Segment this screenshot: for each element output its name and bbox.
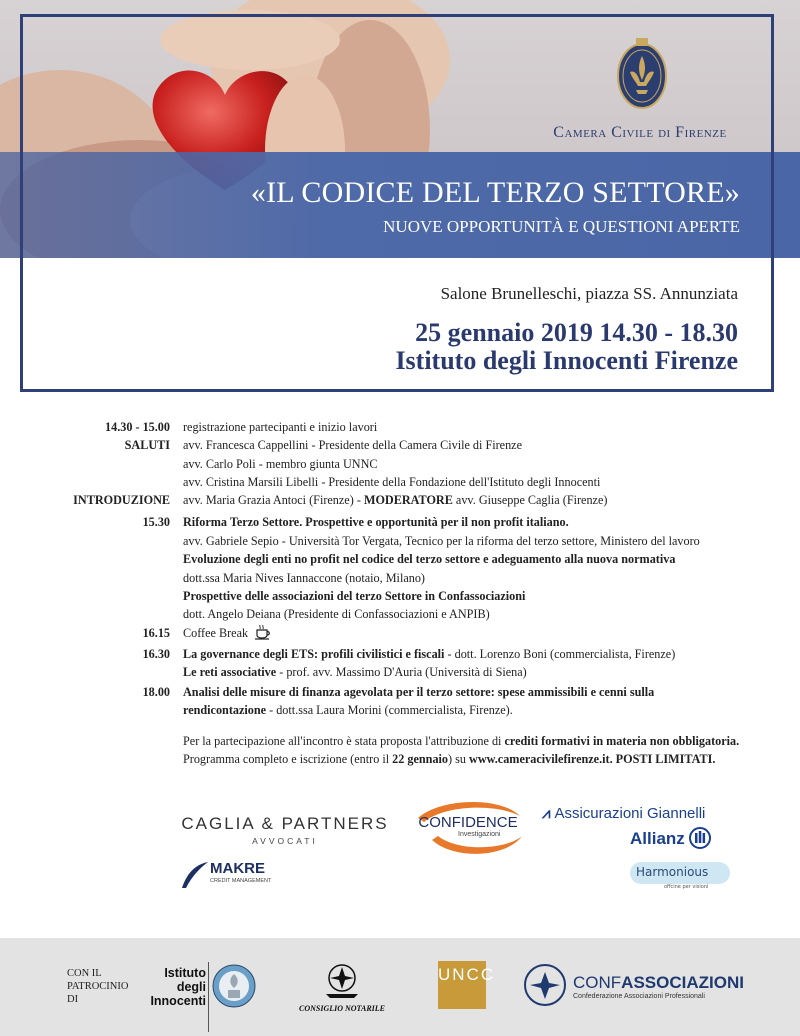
makre-sub: CREDIT MANAGEMENT — [210, 878, 272, 884]
program-text-part: avv. Giuseppe Caglia (Firenze) — [452, 493, 608, 507]
giannelli-logo — [542, 805, 732, 822]
makre-name: MAKRE — [210, 860, 265, 877]
notarile-emblem-icon — [322, 962, 362, 1000]
program-text — [183, 624, 783, 642]
program-time: 18.00 — [142, 685, 170, 699]
unnc-logo — [438, 961, 496, 1009]
note-bold: crediti formativi in materia non obbligatoria. — [504, 734, 740, 748]
allianz-logo — [630, 827, 732, 849]
footer-divider — [208, 962, 209, 1032]
patrocinio-line: CON IL — [67, 968, 102, 979]
patrocinio-line: DI — [67, 994, 79, 1005]
website-link[interactable]: www.cameracivilefirenze.it. POSTI LIMITATI. — [469, 752, 716, 766]
event-date: 25 gennaio 2019 14.30 - 18.30 — [415, 318, 738, 347]
caglia-partners-logo — [178, 814, 392, 846]
talk-speaker: - dott.ssa Laura Morini (commercialista, Firenze). — [266, 703, 513, 717]
confassociazioni-sub: Confederazione Associazioni Professionali — [573, 993, 705, 1000]
program-time: 16.30 — [142, 647, 170, 661]
innocenti-line: Istituto — [164, 966, 206, 980]
talk-title: La governance degli ETS: profili civilistici e fiscali — [183, 647, 445, 661]
note-text: ) su — [448, 752, 470, 766]
talk-speaker: - prof. avv. Massimo D'Auria (Università di Siena) — [276, 665, 527, 679]
innocenti-line: degli — [176, 980, 206, 994]
patrocinio-label — [67, 967, 128, 1006]
allianz-eagle-icon — [689, 827, 711, 849]
program-text: Riforma Terzo Settore. Prospettive e opportunità per il non profit italiano. — [183, 515, 569, 529]
allianz-name: Allianz — [630, 829, 685, 848]
program-text: Evoluzione degli enti no profit nel codice del terzo settore e adeguamento alla nuova normativa — [183, 552, 676, 566]
giannelli-mark-icon: ⩘ — [542, 805, 551, 822]
consiglio-notarile-emblem — [322, 962, 362, 1005]
talk-speaker: - dott. Lorenzo Boni (commercialista, Firenze) — [444, 647, 676, 661]
program-text-part: avv. Maria Grazia Antoci (Firenze) - — [183, 493, 364, 507]
program-time: 14.30 - 15.00 — [105, 420, 170, 434]
event-place: Istituto degli Innocenti Firenze — [395, 346, 738, 375]
harmonious-sub: offcine per visioni — [664, 884, 709, 890]
program-time: SALUTI — [124, 438, 170, 452]
program-text: avv. Francesca Cappellini - Presidente della Camera Civile di Firenze — [183, 438, 522, 452]
program-text — [183, 645, 783, 663]
program-time: 16.15 — [142, 626, 170, 640]
credits-note — [183, 732, 783, 750]
caglia-sub: AVVOCATI — [252, 836, 318, 846]
program-text — [183, 491, 783, 509]
registration-note — [183, 750, 783, 768]
org-name: Camera Civile di Firenze — [553, 124, 727, 141]
program-text: avv. Carlo Poli - membro giunta UNNC — [183, 457, 378, 471]
innocenti-medallion-icon — [212, 964, 256, 1013]
conf-main: ASSOCIAZIONI — [621, 973, 744, 992]
makre-logo — [180, 860, 280, 890]
innocenti-line: Innocenti — [150, 994, 206, 1008]
note-text: Programma completo e iscrizione (entro il — [183, 752, 393, 766]
deadline: 22 gennaio — [392, 752, 449, 766]
makre-swoosh-icon — [180, 860, 210, 890]
program-text — [183, 701, 783, 719]
program-time: INTRODUZIONE — [73, 493, 170, 507]
harmonious-name: Harmonious — [636, 865, 709, 879]
talk-title: Le reti associative — [183, 665, 277, 679]
caglia-name: CAGLIA & PARTNERS — [181, 814, 389, 833]
confidence-name: CONFIDENCE — [418, 814, 518, 831]
program-text: Analisi delle misure di finanza agevolata per il terzo settore: spese ammissibili e cenni sulla — [183, 685, 655, 699]
program-text: registrazione partecipanti e inizio lavori — [183, 420, 378, 434]
confassociazioni-mark-icon — [524, 964, 566, 1011]
notarile-name: CONSIGLIO NOTARILE — [298, 1004, 385, 1013]
venue: Salone Brunelleschi, piazza SS. Annunziata — [440, 284, 738, 303]
giannelli-name: Assicurazioni Giannelli — [554, 805, 706, 822]
confidence-sub: Investigazioni — [458, 831, 501, 838]
conf-prefix: CONF — [573, 973, 622, 992]
harmonious-logo — [630, 862, 730, 892]
program-text: avv. Gabriele Sepio - Università Tor Vergata, Tecnico per la riforma del terzo settore, Ministero del lavoro — [183, 534, 700, 548]
moderatore-label: MODERATORE — [363, 493, 453, 507]
confassociazioni-name — [573, 973, 744, 993]
program-text — [183, 663, 783, 681]
program-text: dott. Angelo Deiana (Presidente di Confassociazioni e ANPIB) — [183, 607, 490, 621]
program-text: Prospettive delle associazioni del terzo Settore in Confassociazioni — [183, 589, 526, 603]
confidence-logo — [410, 798, 526, 858]
program-text: dott.ssa Maria Nives Iannaccone (notaio, Milano) — [183, 571, 425, 585]
coffee-cup-icon — [254, 624, 272, 640]
coffee-break-label: Coffee Break — [183, 626, 249, 640]
unnc-name: UNCC — [438, 965, 496, 984]
program-time: 15.30 — [142, 515, 170, 529]
event-subtitle: NUOVE OPPORTUNITÀ E QUESTIONI APERTE — [383, 217, 740, 236]
talk-title: rendicontazione — [183, 703, 267, 717]
patrocinio-line: PATROCINIO — [67, 981, 129, 992]
event-title: «IL CODICE DEL TERZO SETTORE» — [250, 176, 740, 209]
istituto-innocenti-logo — [148, 966, 206, 1008]
note-text: Per la partecipazione all'incontro è stata proposta l'attribuzione di — [183, 734, 505, 748]
program-text: avv. Cristina Marsili Libelli - Presidente della Fondazione dell'Istituto degli Innocenti — [183, 475, 601, 489]
